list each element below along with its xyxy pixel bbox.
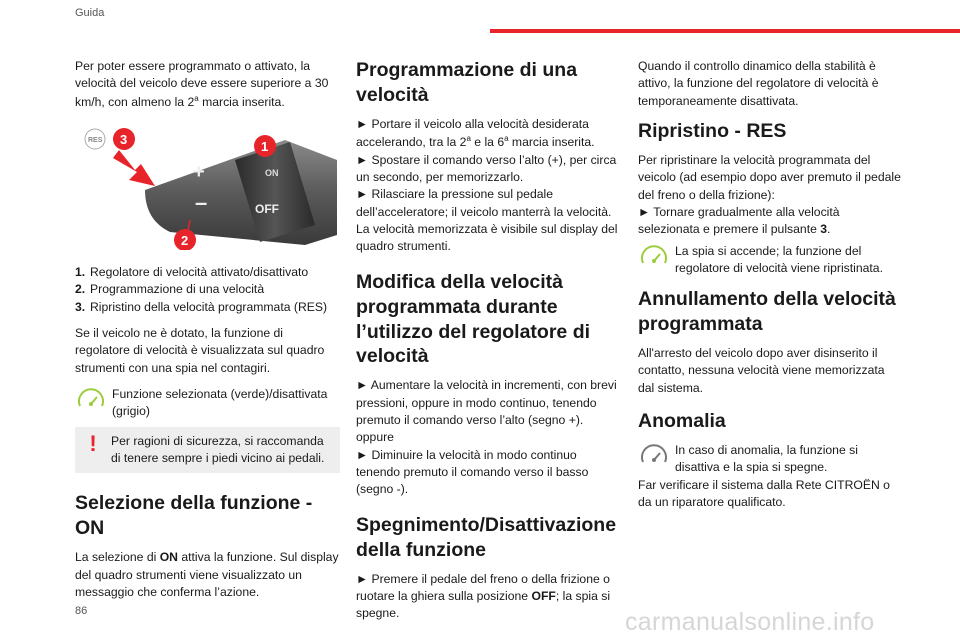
- svg-text:–: –: [195, 190, 208, 216]
- heading-modify-speed: Modifica della velocità programmata durante l’utilizzo del regolatore di velocità: [356, 270, 591, 368]
- column-3: [638, 58, 903, 520]
- svg-text:3: 3: [120, 132, 128, 148]
- cancel-paragraph: All'arresto del veicolo dopo aver disinserito il contatto, nessuna velocità viene memorizzata dal sistema.: [638, 346, 885, 395]
- heading-selection-on: Selezione della funzione - ON: [75, 492, 313, 540]
- heading-switch-off: Spegnimento/Disattivazione della funzione: [356, 513, 617, 561]
- indicator-caption: Funzione selezionata (verde)/disattivata (grigio): [112, 387, 328, 419]
- legend-list: [75, 264, 340, 316]
- warning-exclamation-icon: !: [89, 430, 97, 456]
- stalk-body: [145, 140, 337, 245]
- column-2: [356, 58, 621, 632]
- switch-off-paragraph: ► Premere il pedale del freno o della frizione o ruotare la ghiera sulla posizione OFF; la spia si spegne.: [356, 571, 611, 621]
- fault-paragraph: Far verificare il sistema dalla Rete CITROËN o da un riparatore qualificato.: [638, 477, 890, 510]
- page-number: 86: [75, 605, 88, 617]
- intro-paragraph: Per poter essere programmato o attivato, la velocità del veicolo deve essere superiore a 30 km/h, con almeno la 2$^a$ marcia inserita.: [75, 59, 329, 109]
- legend-item: 1. Regolatore di velocità attivato/disattivato: [75, 265, 309, 280]
- modify-paragraph: ► Aumentare la velocità in incrementi, con brevi pressioni, oppure in modo continuo, tenendo premuto il comando verso l’alto (segno +). oppure ► Diminuire la velocità in modo continuo tenendo premuto il comando verso il basso (segno -).: [356, 378, 617, 497]
- legend-item: 2. Programmazione di una velocità: [75, 282, 265, 297]
- svg-text:+: +: [193, 161, 205, 184]
- programming-paragraph: ► Portare il veicolo alla velocità desiderata accelerando, tra la 2$^a$ e la 6$^a$ marcia inserita. ► Spostare il comando verso l’alto (+), per circa un secondo, per memorizzarlo. ► Rilasciare la pressione sul pedale dell’acceleratore; il veicolo manterrà la velocità. La velocità memorizzata è visibile sul display del quadro strumenti.: [356, 116, 618, 254]
- equipped-paragraph: Se il veicolo ne è dotato, la funzione di regolatore di velocità è visualizzata sul quadro strumenti con una spia nel contagiri.: [75, 326, 325, 375]
- heading-fault: Anomalia: [638, 410, 726, 433]
- fault-indicator-row: [638, 442, 903, 477]
- heading-resume-res: Ripristino - RES: [638, 119, 787, 142]
- stability-paragraph: Quando il controllo dinamico della stabilità è attivo, la funzione del regolatore di velocità è temporaneamente disattivata.: [638, 59, 879, 108]
- warning-text: Per ragioni di sicurezza, si raccomanda di tenere sempre i piedi vicino ai pedali.: [111, 433, 325, 465]
- ring-off-label: OFF: [255, 202, 279, 217]
- ring-on-label: ON: [265, 168, 279, 179]
- header-section-title: Guida: [75, 7, 105, 19]
- res-label: RES: [88, 137, 103, 145]
- heading-cancel-speed: Annullamento della velocità programmata: [638, 288, 896, 336]
- resume-indicator-row: [638, 243, 903, 278]
- speedometer-fault-icon: [638, 443, 670, 469]
- legend-item: 3. Ripristino della velocità programmata (RES): [75, 299, 328, 314]
- cruise-control-stalk-figure: [75, 120, 340, 250]
- fault-indicator-caption: In caso di anomalia, la funzione si disattiva e la spia si spegne.: [675, 443, 858, 475]
- header-accent-bar: [490, 29, 960, 33]
- resume-indicator-caption: La spia si accende; la funzione del regolatore di velocità viene ripristinata.: [675, 243, 883, 275]
- indicator-row: [75, 386, 340, 421]
- selection-paragraph: La selezione di ON attiva la funzione. Sul display del quadro strumenti viene visualizzato un messaggio che conferma l’azione.: [75, 550, 339, 599]
- svg-text:1: 1: [261, 139, 269, 155]
- red-arrow-icon: [113, 150, 155, 186]
- speedometer-indicator-icon: [75, 387, 107, 413]
- resume-paragraph: Per ripristinare la velocità programmata del veicolo (ad esempio dopo aver premuto il pedale del freno o della frizione): ► Tornare gradualmente alla velocità selezionata e premere il pulsante 3.: [638, 152, 901, 237]
- column-1: [75, 58, 340, 610]
- stalk-illustration: [75, 120, 340, 250]
- watermark: carmanualsonline.info: [625, 608, 875, 636]
- heading-programming: Programmazione di una velocità: [356, 59, 578, 106]
- safety-warning-box: [75, 427, 340, 474]
- speedometer-indicator-icon: [638, 244, 670, 270]
- svg-text:2: 2: [181, 233, 189, 249]
